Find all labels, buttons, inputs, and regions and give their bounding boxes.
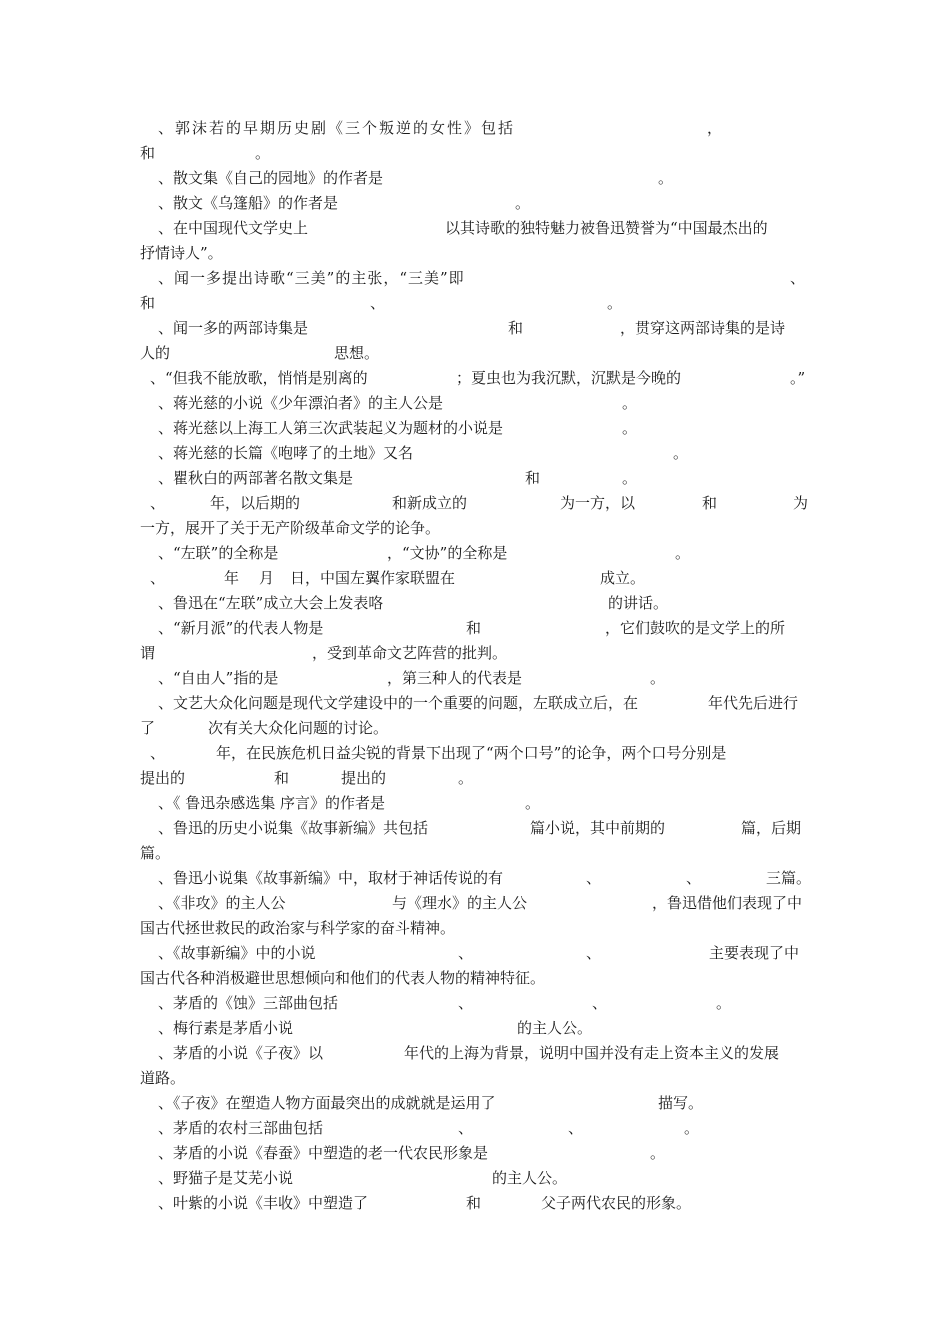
question-text: 。 bbox=[515, 194, 531, 212]
question-text: 。 bbox=[675, 544, 691, 562]
question-text: 描写。 bbox=[658, 1094, 704, 1112]
question-text: 和 bbox=[466, 619, 482, 637]
question-text: 年代的上海为背景，说明中国并没有走上资本主义的发展 bbox=[404, 1044, 780, 1062]
question-text: 、茅盾的小说《春蚕》中塑造的老一代农民形象是 bbox=[158, 1144, 489, 1162]
question-text: 、鲁迅在“左联”成立大会上发表咯 bbox=[158, 594, 384, 612]
question-text: 、 bbox=[568, 1119, 584, 1137]
question-text: 、“新月派”的代表人物是 bbox=[158, 619, 324, 637]
question-text: 、“左联”的全称是 bbox=[158, 544, 279, 562]
question-text: 人的 bbox=[140, 344, 171, 362]
question-text: 、郭沫若的早期历史剧《三个叛逆的女性》包括 bbox=[158, 119, 516, 137]
question-text: 、鲁迅的历史小说集《故事新编》共包括 bbox=[158, 819, 429, 837]
question-text: 、 bbox=[150, 494, 166, 512]
question-text: ，受到革命文艺阵营的批判。 bbox=[312, 644, 508, 662]
question-text: 谓 bbox=[140, 644, 156, 662]
question-text: 、鲁迅小说集《故事新编》中，取材于神话传说的有 bbox=[158, 869, 504, 887]
question-text: 、“自由人”指的是 bbox=[158, 669, 279, 687]
question-text: 年代先后进行 bbox=[708, 694, 799, 712]
question-text: ，鲁迅借他们表现了中 bbox=[652, 894, 803, 912]
question-text: 思想。 bbox=[334, 344, 380, 362]
question-text: 、 bbox=[370, 294, 386, 312]
question-text: 。 bbox=[607, 294, 623, 312]
question-text: 、瞿秋白的两部著名散文集是 bbox=[158, 469, 354, 487]
question-text: 提出的 bbox=[140, 769, 186, 787]
question-text: 父子两代农民的形象。 bbox=[541, 1194, 692, 1212]
question-text: ，贯穿这两部诗集的是诗 bbox=[620, 319, 786, 337]
question-text: 。 bbox=[673, 444, 689, 462]
question-text: 、 bbox=[790, 269, 806, 287]
question-text: 国古代各种消极避世思想倾向和他们的代表人物的精神特征。 bbox=[140, 969, 546, 987]
question-text: 。 bbox=[622, 419, 638, 437]
question-text: 、《子夜》在塑造人物方面最突出的成就就是运用了 bbox=[158, 1094, 496, 1112]
question-text: 。 bbox=[525, 794, 541, 812]
question-text: 、在中国现代文学史上 bbox=[158, 219, 309, 237]
question-text: 年，以后期的 bbox=[210, 494, 301, 512]
question-text: 年，在民族危机日益尖锐的背景下出现了“两个口号”的论争，两个口号分别是 bbox=[216, 744, 727, 762]
question-text: 主要表现了中 bbox=[709, 944, 800, 962]
question-text: 、 bbox=[458, 994, 474, 1012]
question-text: 。 bbox=[716, 994, 732, 1012]
question-text: 和 bbox=[274, 769, 290, 787]
question-text: 、 bbox=[592, 994, 608, 1012]
question-text: 为 bbox=[793, 494, 809, 512]
question-text: 、 bbox=[150, 744, 166, 762]
question-text: 了 bbox=[140, 719, 156, 737]
question-text: 。 bbox=[622, 469, 638, 487]
question-text: 、 bbox=[458, 1119, 474, 1137]
question-text: 和 bbox=[702, 494, 718, 512]
question-text: 和 bbox=[466, 1194, 482, 1212]
question-text: 篇，后期 bbox=[741, 819, 802, 837]
question-text: 、文艺大众化问题是现代文学建设中的一个重要的问题，左联成立后，在 bbox=[158, 694, 639, 712]
question-text: 三篇。 bbox=[766, 869, 812, 887]
question-text: 。 bbox=[622, 394, 638, 412]
question-text: 。 bbox=[255, 144, 271, 162]
question-text: 为一方，以 bbox=[560, 494, 636, 512]
question-text: 和 bbox=[508, 319, 524, 337]
question-text: ；夏虫也为我沉默，沉默是今晚的 bbox=[456, 369, 682, 387]
question-text: 、蒋光慈的小说《少年漂泊者》的主人公是 bbox=[158, 394, 444, 412]
question-text: 、散文集《自己的园地》的作者是 bbox=[158, 169, 384, 187]
question-text: 和新成立的 bbox=[392, 494, 468, 512]
question-text: 和 bbox=[140, 294, 156, 312]
question-text: 、闻一多的两部诗集是 bbox=[158, 319, 309, 337]
question-text: 的讲话。 bbox=[608, 594, 669, 612]
question-text: 的主人公。 bbox=[517, 1019, 593, 1037]
question-text: 月 bbox=[259, 569, 275, 587]
question-text: 、《 鲁迅杂感选集 序言》的作者是 bbox=[158, 794, 386, 812]
question-text: 日，中国左翼作家联盟在 bbox=[290, 569, 456, 587]
question-text: 、叶紫的小说《丰收》中塑造了 bbox=[158, 1194, 369, 1212]
question-text: ，“文协”的全称是 bbox=[387, 544, 508, 562]
question-text: 篇小说，其中前期的 bbox=[530, 819, 666, 837]
question-text: 道路。 bbox=[140, 1069, 186, 1087]
question-text: 、 bbox=[150, 569, 166, 587]
question-text: 。 bbox=[650, 1144, 666, 1162]
question-text: 、《非攻》的主人公 bbox=[158, 894, 286, 912]
question-text: 。 bbox=[458, 769, 474, 787]
question-text: 、《故事新编》中的小说 bbox=[158, 944, 316, 962]
question-text: 、 bbox=[458, 944, 474, 962]
question-text: 与《理水》的主人公 bbox=[392, 894, 528, 912]
question-text: 一方，展开了关于无产阶级革命文学的论争。 bbox=[140, 519, 441, 537]
question-text: 的主人公。 bbox=[492, 1169, 568, 1187]
question-text: 、“但我不能放歌，悄悄是别离的 bbox=[150, 369, 368, 387]
question-text: 。” bbox=[790, 369, 806, 387]
question-text: 成立。 bbox=[600, 569, 646, 587]
question-text: 、散文《乌篷船》的作者是 bbox=[158, 194, 339, 212]
question-text: 。 bbox=[684, 1119, 700, 1137]
question-text: 、茅盾的小说《子夜》以 bbox=[158, 1044, 324, 1062]
question-text: ，第三种人的代表是 bbox=[387, 669, 523, 687]
question-text: 、蒋光慈以上海工人第三次武装起义为题材的小说是 bbox=[158, 419, 504, 437]
question-text: 、梅行素是茅盾小说 bbox=[158, 1019, 294, 1037]
question-text: 、闻一多提出诗歌“三美”的主张，“三美”即 bbox=[158, 269, 465, 287]
question-text: 、 bbox=[686, 869, 702, 887]
question-text: 抒情诗人”。 bbox=[140, 244, 223, 262]
question-text: 篇。 bbox=[140, 844, 171, 862]
question-text: ， bbox=[707, 119, 723, 137]
question-text: 国古代拯世救民的政治家与科学家的奋斗精神。 bbox=[140, 919, 456, 937]
question-text: 次有关大众化问题的讨论。 bbox=[208, 719, 389, 737]
question-text: 、蒋光慈的长篇《咆哮了的土地》又名 bbox=[158, 444, 414, 462]
question-text: 。 bbox=[658, 169, 674, 187]
question-text: 年 bbox=[224, 569, 240, 587]
question-text: 和 bbox=[140, 144, 156, 162]
question-text: 和 bbox=[525, 469, 541, 487]
question-text: 提出的 bbox=[341, 769, 387, 787]
question-text: 、 bbox=[586, 869, 602, 887]
question-text: 、茅盾的《蚀》三部曲包括 bbox=[158, 994, 339, 1012]
question-text: 。 bbox=[650, 669, 666, 687]
question-text: 、野猫子是艾芜小说 bbox=[158, 1169, 294, 1187]
question-text: 以其诗歌的独特魅力被鲁迅赞誉为“中国最杰出的 bbox=[445, 219, 768, 237]
question-text: ，它们鼓吹的是文学上的所 bbox=[605, 619, 786, 637]
question-text: 、 bbox=[586, 944, 602, 962]
question-text: 、茅盾的农村三部曲包括 bbox=[158, 1119, 324, 1137]
